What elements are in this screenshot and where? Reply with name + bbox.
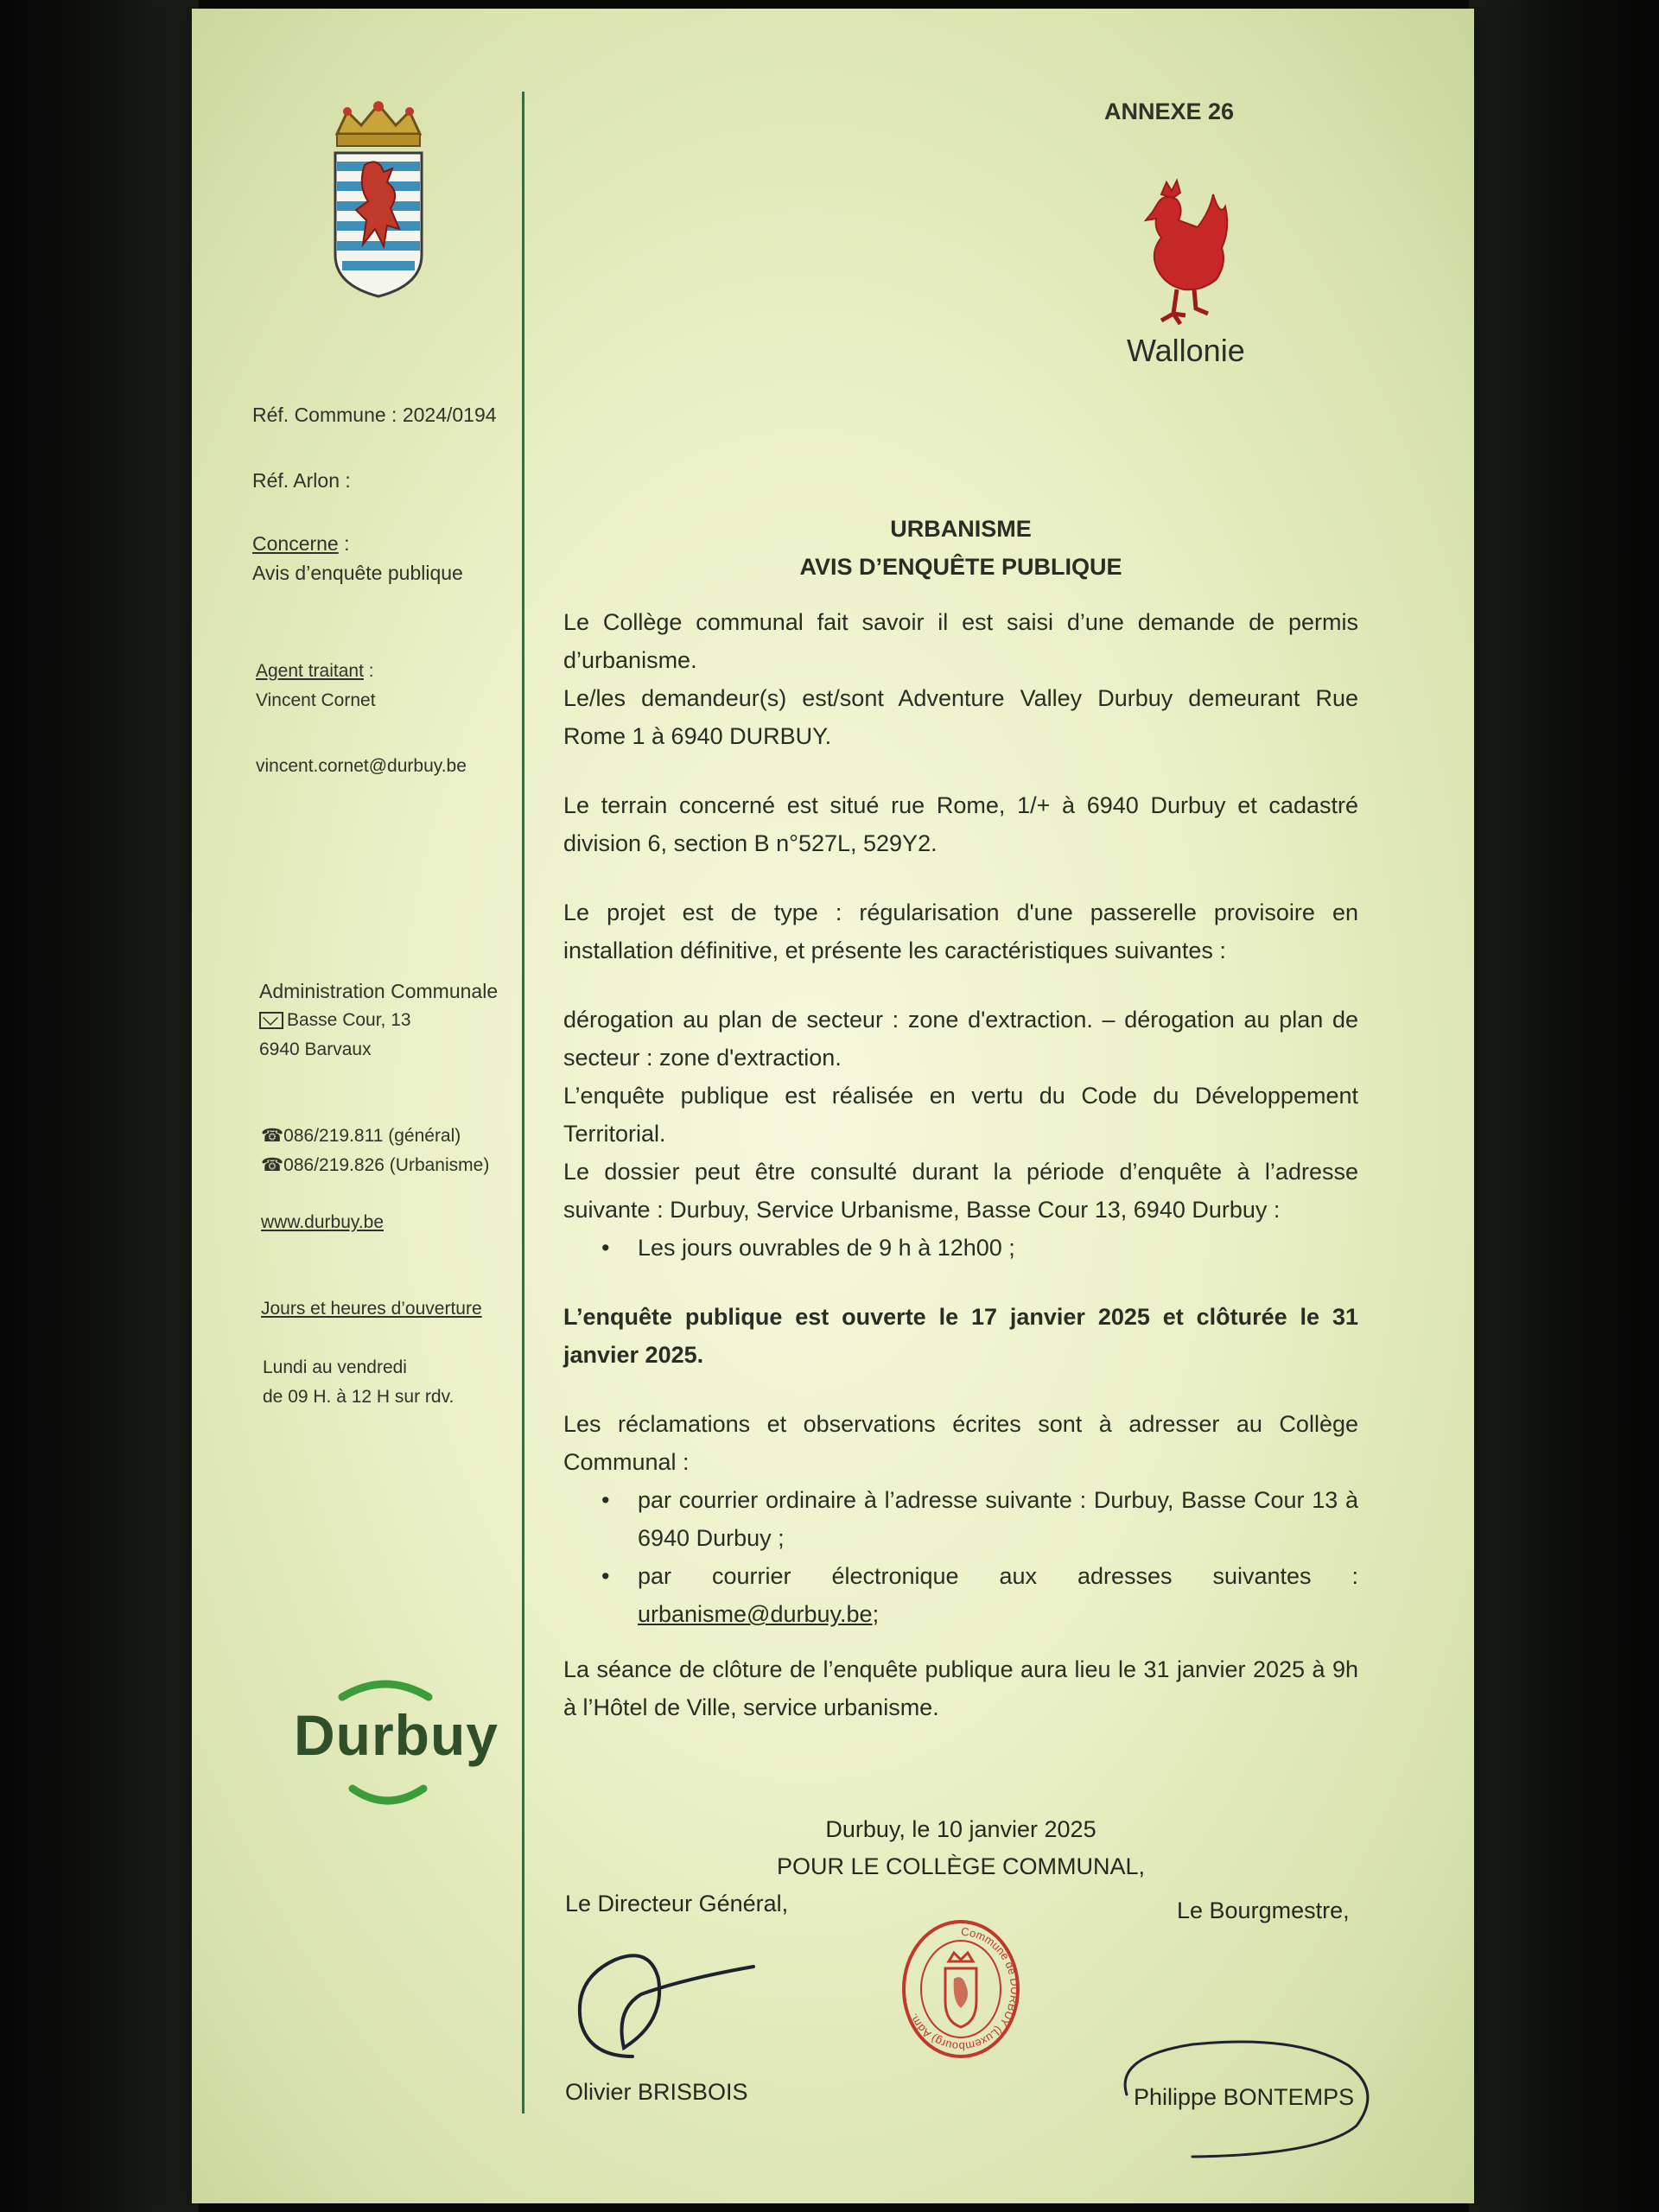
paragraph-project: Le projet est de type : régularisation d'une passerelle provisoire en installation définitive, et présente les caractéristiques suivantes :	[563, 899, 1358, 963]
consultation-list	[563, 1229, 1358, 1267]
hours-days: Lundi au vendredi	[263, 1357, 407, 1377]
director-name: Olivier BRISBOIS	[565, 2079, 748, 2105]
list-item: • par courrier ordinaire à l’adresse suivante : Durbuy, Basse Cour 13 à 6940 Durbuy ;	[638, 1481, 1358, 1557]
agent-name: Vincent Cornet	[256, 690, 376, 710]
agent-sep: :	[363, 661, 374, 681]
region-name: Wallonie	[1127, 333, 1245, 368]
paragraph-applicant: Le/les demandeur(s) est/sont Adventure Valley Durbuy demeurant Rue Rome 1 à 6940 DURBUY.	[563, 685, 1358, 749]
notice-title-2: AVIS D’ENQUÊTE PUBLIQUE	[799, 554, 1122, 580]
admin-street-line	[259, 1006, 411, 1035]
paragraph-complaints: Les réclamations et observations écrites sont à adresser au Collège Communal :	[563, 1411, 1358, 1475]
urbanisme-email-link[interactable]: urbanisme@durbuy.be	[638, 1601, 873, 1627]
phone-icon: ☎	[261, 1126, 284, 1146]
mayor-title: Le Bourgmestre,	[1177, 1897, 1350, 1923]
director-signature	[555, 1927, 779, 2082]
phone-general-line	[261, 1122, 461, 1151]
agent-email[interactable]: vincent.cornet@durbuy.be	[256, 756, 467, 776]
ref-commune: Réf. Commune : 2024/0194	[252, 404, 497, 426]
paragraph-closing-session: La séance de clôture de l’enquête publique aura lieu le 31 janvier 2025 à 9h à l’Hôtel de Ville, service urbanisme.	[563, 1656, 1358, 1720]
director-title: Le Directeur Général,	[565, 1891, 789, 1916]
envelope-icon	[259, 1012, 283, 1029]
paragraph-land: Le terrain concerné est situé rue Rome, 1/+ à 6940 Durbuy et cadastré division 6, section B n°527L, 529Y2.	[563, 792, 1358, 856]
paragraph-dates: L’enquête publique est ouverte le 17 janvier 2025 et clôturée le 31 janvier 2025.	[563, 1304, 1358, 1368]
ref-arlon: Réf. Arlon :	[252, 469, 351, 492]
concerne-sep: :	[338, 532, 350, 555]
official-seal	[900, 1918, 1021, 2069]
admin-name: Administration Communale	[259, 980, 499, 1002]
email-suffix: ;	[872, 1601, 880, 1627]
annex-label: ANNEXE 26	[1104, 99, 1235, 124]
email-prefix: par courrier électronique aux adresses suivantes :	[638, 1563, 1358, 1589]
phone-general[interactable]: 086/219.811 (général)	[283, 1126, 461, 1146]
concerne-value: Avis d’enquête publique	[252, 562, 463, 584]
admin-street: Basse Cour, 13	[287, 1010, 411, 1030]
admin-city: 6940 Barvaux	[259, 1039, 372, 1059]
phone-urbanisme-line	[261, 1151, 489, 1180]
paragraph-derogation: dérogation au plan de secteur : zone d'extraction. – dérogation au plan de secteur : zone d'extraction.	[563, 1007, 1358, 1071]
seal-text: Commune de DURBUY (Luxembourg) Adm.	[906, 1924, 1021, 2054]
phone-icon: ☎	[261, 1155, 284, 1175]
photo-frame-right	[1469, 0, 1659, 2212]
notice-title-1: URBANISME	[890, 516, 1032, 542]
list-item	[638, 1557, 1358, 1633]
durbuy-logo-text: Durbuy	[294, 1703, 499, 1767]
paragraph-consultation: Le dossier peut être consulté durant la période d’enquête à l’adresse suivante : Durbuy, Service Urbanisme, Basse Cour 13, 6940 Durbuy :	[563, 1159, 1358, 1223]
paragraph-legal-basis: L’enquête publique est réalisée en vertu du Code du Développement Territorial.	[563, 1083, 1358, 1147]
agent-label-text: Agent traitant	[256, 661, 364, 681]
website-link[interactable]: www.durbuy.be	[261, 1212, 385, 1232]
paragraph-request: Le Collège communal fait savoir il est saisi d’une demande de permis d’urbanisme.	[563, 609, 1358, 673]
hours-title: Jours et heures d’ouverture	[261, 1299, 482, 1319]
mayor-name: Philippe BONTEMPS	[1134, 2084, 1355, 2110]
phone-urbanisme[interactable]: 086/219.826 (Urbanisme)	[283, 1155, 490, 1175]
coat-of-arms-icon	[327, 99, 430, 302]
agent-label	[256, 657, 374, 686]
place-date: Durbuy, le 10 janvier 2025	[825, 1816, 1096, 1842]
photo-frame-left	[0, 0, 199, 2212]
hours-time: de 09 H. à 12 H sur rdv.	[263, 1387, 454, 1407]
column-divider	[522, 92, 524, 2113]
complaints-list	[563, 1481, 1358, 1633]
rooster-icon	[1123, 177, 1244, 341]
notice-sheet	[192, 9, 1474, 2203]
concerne-label	[252, 529, 350, 558]
concerne-label-text: Concerne	[252, 532, 339, 555]
for-college: POUR LE COLLÈGE COMMUNAL,	[776, 1853, 1146, 1879]
notice-body	[563, 510, 1358, 1726]
list-item: • Les jours ouvrables de 9 h à 12h00 ;	[638, 1229, 1358, 1267]
